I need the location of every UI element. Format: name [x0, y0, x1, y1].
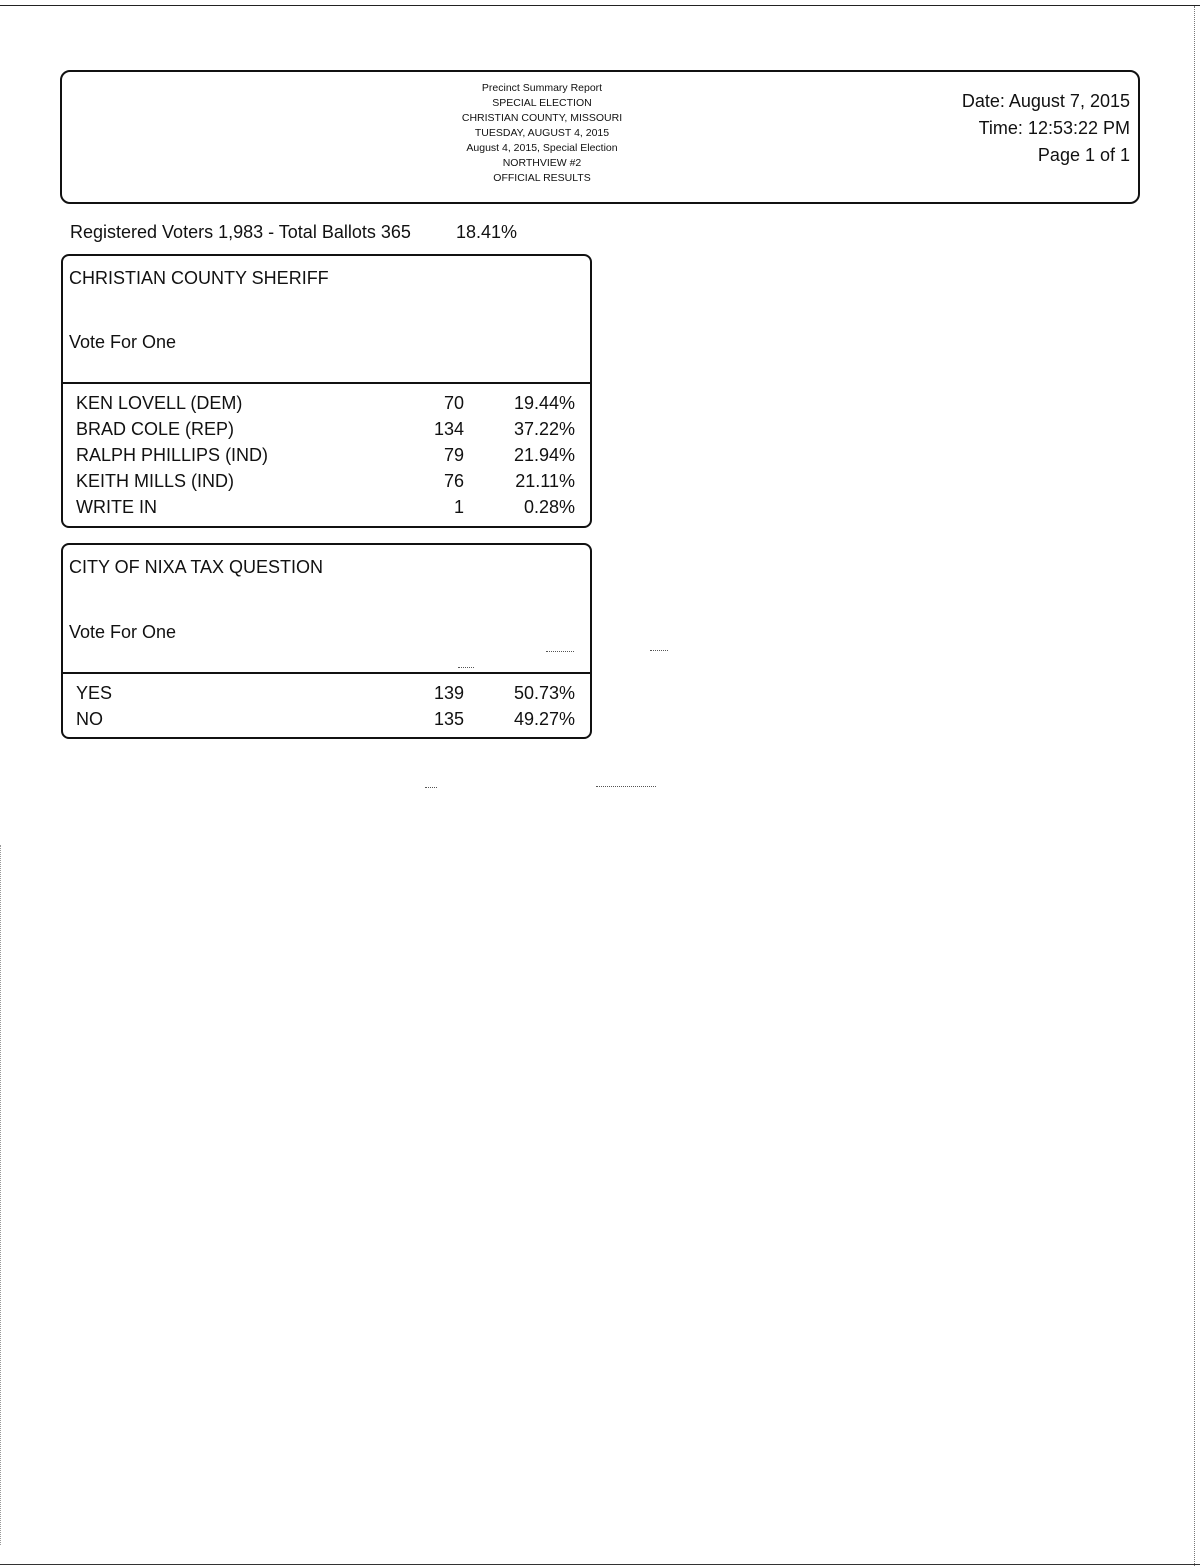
race-results — [63, 674, 590, 733]
vote-count: 135 — [433, 709, 464, 729]
vote-percent: 19.44% — [513, 393, 575, 413]
candidate-name: BRAD COLE (REP) — [76, 419, 235, 439]
report-meta — [962, 88, 1130, 169]
race-header — [63, 545, 590, 674]
vote-percent: 50.73% — [513, 683, 575, 703]
scan-speck — [596, 786, 656, 788]
vote-percent: 49.27% — [513, 709, 575, 729]
election-date: TUESDAY, AUGUST 4, 2015 — [474, 127, 610, 139]
vote-count: 79 — [443, 445, 464, 465]
vote-percent: 37.22% — [513, 419, 575, 439]
scan-speck — [650, 650, 668, 652]
turnout-text: Registered Voters 1,983 - Total Ballots 365 — [70, 222, 411, 242]
turnout-percent: 18.41% — [456, 222, 518, 242]
vote-count: 1 — [453, 497, 464, 517]
candidate-name: KEITH MILLS (IND) — [76, 471, 235, 491]
candidate-name: WRITE IN — [76, 497, 157, 517]
scan-speck — [458, 667, 474, 669]
scan-left-edge — [0, 845, 3, 1545]
result-row — [63, 681, 590, 707]
report-header — [60, 70, 1140, 204]
race-vote-for: Vote For One — [69, 332, 177, 352]
scan-right-edge — [1194, 6, 1197, 1566]
race-header — [63, 256, 590, 384]
result-row — [63, 417, 590, 443]
vote-percent: 0.28% — [523, 497, 575, 517]
result-row — [63, 707, 590, 733]
choice-name: NO — [76, 709, 103, 729]
election-description: August 4, 2015, Special Election — [466, 142, 618, 154]
results-status: OFFICIAL RESULTS — [493, 172, 591, 184]
race-title: CHRISTIAN COUNTY SHERIFF — [69, 268, 329, 288]
vote-count: 70 — [443, 393, 464, 413]
scan-top-edge — [0, 0, 1200, 6]
precinct-name: NORTHVIEW #2 — [502, 157, 582, 169]
vote-count: 134 — [433, 419, 464, 439]
vote-percent: 21.94% — [513, 445, 575, 465]
scan-bottom-edge — [0, 1564, 1200, 1565]
race-box-sheriff — [61, 254, 592, 528]
race-results — [63, 384, 590, 521]
candidate-name: KEN LOVELL (DEM) — [76, 393, 243, 413]
scan-speck — [425, 787, 437, 789]
race-title: CITY OF NIXA TAX QUESTION — [69, 557, 324, 577]
race-vote-for: Vote For One — [69, 622, 177, 642]
result-row — [63, 469, 590, 495]
result-row — [63, 495, 590, 521]
result-row — [63, 443, 590, 469]
report-time: Time: 12:53:22 PM — [978, 118, 1130, 138]
turnout-summary — [70, 222, 518, 243]
vote-percent: 21.11% — [515, 471, 575, 491]
vote-count: 139 — [433, 683, 464, 703]
election-name: SPECIAL ELECTION — [492, 97, 592, 109]
candidate-name: RALPH PHILLIPS (IND) — [76, 445, 269, 465]
scan-speck — [546, 651, 574, 653]
race-box-tax-question — [61, 543, 592, 739]
report-date: Date: August 7, 2015 — [961, 91, 1130, 111]
choice-name: YES — [76, 683, 113, 703]
vote-count: 76 — [443, 471, 464, 491]
report-title-block — [392, 81, 692, 186]
result-row — [63, 391, 590, 417]
jurisdiction: CHRISTIAN COUNTY, MISSOURI — [461, 112, 623, 124]
page-number: Page 1 of 1 — [1037, 145, 1130, 165]
report-type: Precinct Summary Report — [481, 82, 603, 94]
